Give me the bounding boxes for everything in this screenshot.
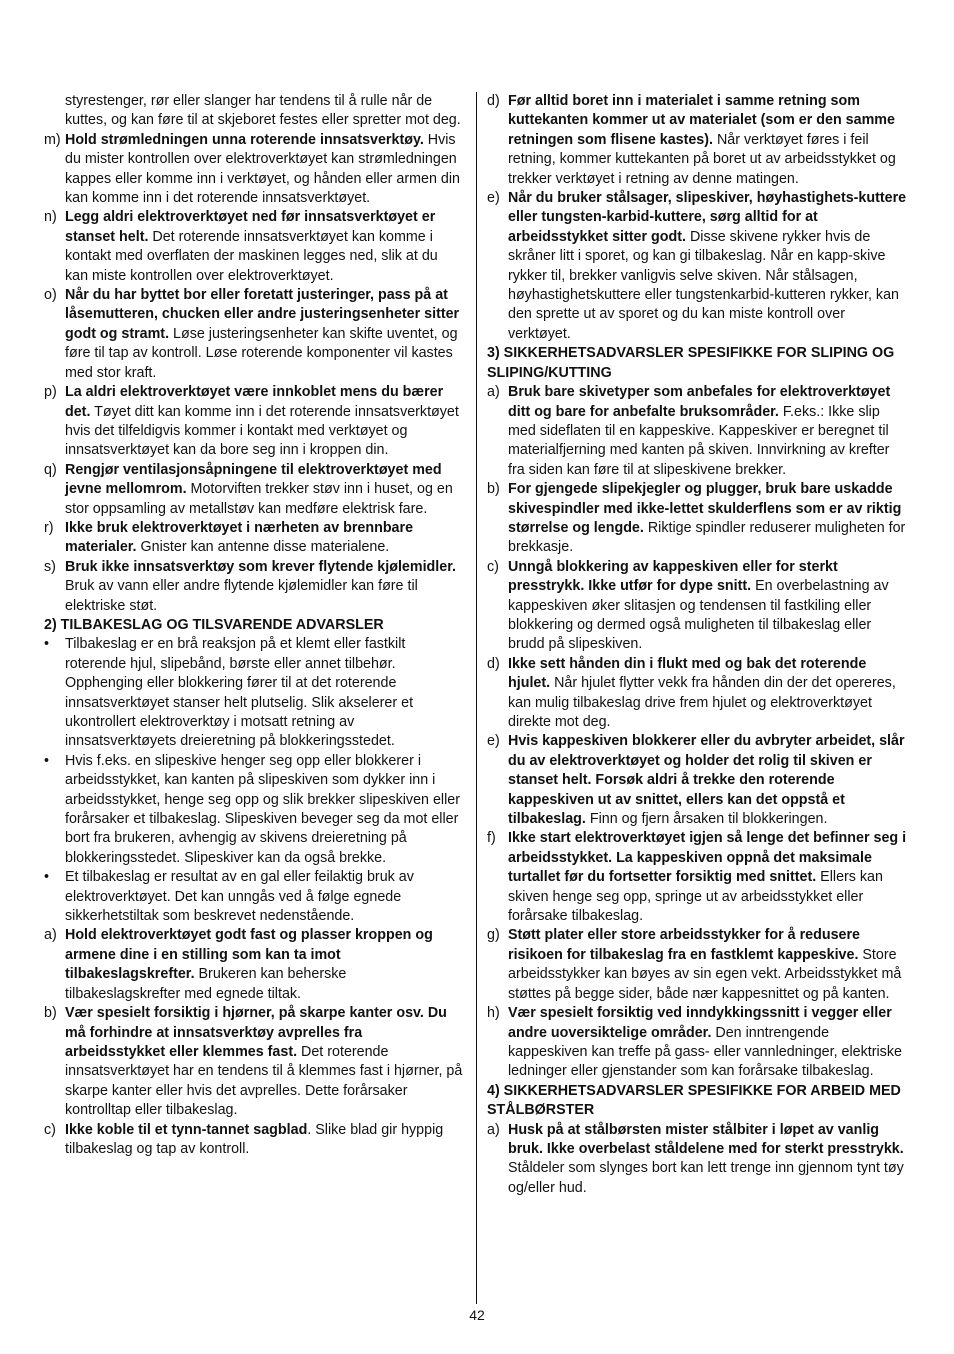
list-item — [44, 461, 464, 519]
list-marker: q) — [44, 461, 57, 478]
item-bold-text: Vær spesielt forsiktig ved inndykkingssnitt i vegger eller andre uoversiktelige områder. — [508, 1005, 892, 1041]
item-bold-text: Støtt plater eller store arbeidsstykker for å redusere risikoen for tilbakeslag fra en fastklemt kappeskive. — [508, 927, 861, 963]
list-marker: • — [44, 869, 50, 886]
list-item — [487, 926, 909, 1004]
list-item — [44, 868, 464, 926]
item-text: F.eks.: Ikke slip med sideflaten til en kappeskive. Kappeskiver er beregnet til materialfjerning med kanten på skiven. Innvirkning av krefter fra siden kan føre til at slipeskivene brekker. — [508, 403, 890, 478]
list-item — [44, 519, 464, 558]
item-text: Disse skivene rykker hvis de skråner litt i sporet, og kan gi tilbakeslag. Når en kapp-skive rykker til, brekker vanligvis selve skiven. Når stålsagen, høyhastighetskuttere eller tungstenkarbid-kutteren rykker, kan den sprette ut av sporet og du kan miste kontroll over verktøyet. — [508, 228, 899, 342]
list-item — [487, 732, 909, 829]
item-text: . Slike blad gir hyppig tilbakeslag og tap av kontroll. — [65, 1121, 444, 1157]
list-marker: • — [44, 752, 50, 769]
list-marker: c) — [44, 1121, 56, 1138]
item-text: Riktige spindler reduserer muligheten for brekkasje. — [508, 519, 906, 556]
item-text: Hvis f.eks. en slipeskive henger seg opp eller blokkerer i arbeidsstykket, kan kanten på slipeskiven som dykker inn i arbeidsstykket, henge seg opp og slik brekker slipeskiven eller forårsaker et tilbakeslag. Slipeskiven beveger seg da mot eller bort fra brukeren, avhengig av skivens dreieretning på blokkeringsstedet. Slipeskiver kan da også brekke. — [65, 752, 460, 866]
item-bold-text: Ikke start elektroverktøyet igjen så lenge det befinner seg i arbeidsstykket. La kappeskiven oppnå det maksimale turtallet før du fortsetter forsiktig med snittet. — [508, 830, 907, 886]
item-text: Et tilbakeslag er resultat av en gal eller feilaktig bruk av elektroverktøyet. Det kan unngås ved å følge egnede sikkerhetstiltak som beskrevet nedenstående. — [65, 869, 414, 925]
list-marker: d) — [487, 655, 500, 672]
list-marker: a) — [44, 927, 57, 944]
list-marker: b) — [487, 481, 500, 498]
item-bold-text: Bruk ikke innsatsverktøy som krever flytende kjølemidler. — [65, 558, 456, 575]
item-bold-text: Unngå blokkering av kappeskiven eller for sterkt presstrykk. Ikke utfør for dype snitt. — [508, 558, 838, 595]
item-text: Tilbakeslag er en brå reaksjon på et klemt eller fastkilt roterende hjul, slipebånd, børste eller annet tilbehør. Opphenging eller blokkering fører til at det roterende innsatsverktøyet stanser helt plutselig. Slik akselerer et ukontrollert elektroverktøy i motsatt retning av innsatsverktøyets dreieretning på blokkeringsstedet. — [65, 636, 414, 750]
item-text: Tøyet ditt kan komme inn i det roterende innsatsverktøyet hvis det tilfeldigvis kommer i kontakt med verktøyet og innsatsverktøyet kan da bore seg inn i kroppen din. — [65, 403, 459, 459]
section-heading: 3) SIKKERHETSADVARSLER SPESIFIKKE FOR SLIPING OG SLIPING/KUTTING — [487, 345, 895, 381]
item-bold-text: Når du har byttet bor eller foretatt justeringer, pass på at låsemutteren, chucken eller andre justeringsenheter sitter godt og stramt. — [65, 287, 460, 342]
list-marker: p) — [44, 384, 57, 401]
list-item — [487, 558, 909, 655]
column-divider — [476, 92, 477, 1304]
section-heading: 2) TILBAKESLAG OG TILSVARENDE ADVARSLER — [44, 616, 384, 633]
list-marker: o) — [44, 287, 57, 304]
list-item — [487, 1004, 909, 1082]
item-bold-text: Før alltid boret inn i materialet i samme retning som kuttekanten kommer ut av materialet (som er den samme retningen som flisene kastes). — [508, 93, 895, 148]
item-bold-text: Ikke sett hånden din i flukt med og bak det roterende hjulet. — [508, 655, 867, 692]
item-text: Ståldeler som slynges bort kan lett trenge inn gjennom tynt tøy og/eller hud. — [508, 1160, 904, 1196]
list-item — [44, 635, 464, 751]
item-bold-text: Husk på at stålbørsten mister stålbiter i løpet av vanlig bruk. Ikke overbelast ståldelene med for sterkt presstrykk. — [508, 1121, 904, 1157]
list-marker: b) — [44, 1005, 57, 1022]
item-text: Når verktøyet føres i feil retning, kommer kuttekanten på boret ut av arbeidsstykket og trekker verktøyet i retning av denne matingen. — [508, 131, 896, 187]
list-item — [44, 208, 464, 286]
item-bold-text: Ikke koble til et tynn-tannet sagblad — [65, 1121, 308, 1138]
list-marker: g) — [487, 927, 500, 944]
item-bold-text: Hvis kappeskiven blokkerer eller du avbryter arbeidet, slår du av elektroverktøyet og holder det rolig til skiven er stanset helt. Forsøk aldri å trekke den roterende kappeskiven ut av snittet, ellers kan det oppstå et tilbakeslag. — [508, 733, 905, 828]
list-item — [487, 655, 909, 733]
list-item — [44, 926, 464, 1004]
list-item — [487, 829, 909, 926]
list-marker: a) — [487, 1121, 500, 1138]
list-item — [487, 189, 909, 344]
list-marker: • — [44, 636, 50, 653]
list-marker: e) — [487, 733, 500, 750]
item-text: Løse justeringsenheter kan skifte uventet, og føre til tap av kontroll. Løse roterende komponenter vil kastes med stor kraft. — [65, 325, 458, 381]
item-text: Det roterende innsatsverktøyet kan komme i kontakt med overflaten der maskinen legges ned, slik at du kan miste kontrollen over elektroverktøyet. — [65, 228, 438, 284]
list-marker: n) — [44, 209, 57, 226]
list-item — [44, 752, 464, 868]
item-bold-text: Når du bruker stålsager, slipeskiver, høyhastighets-kuttere eller tungsten-karbid-kuttere, sørg alltid for at arbeidsstykket sitter godt. — [508, 190, 907, 245]
list-item — [487, 480, 909, 558]
item-text: En overbelastning av kappeskiven øker slitasjen og tendensen til fastkiling eller blokkering og dermed også muligheten til tilbakeslag eller brudd på slipeskiven. — [508, 578, 889, 653]
list-marker: d) — [487, 93, 500, 109]
list-item — [44, 286, 464, 383]
list-item — [44, 383, 464, 461]
list-marker: e) — [487, 190, 500, 207]
list-marker: c) — [487, 558, 499, 575]
list-item — [44, 1121, 464, 1160]
item-text: Gnister kan antenne disse materialene. — [136, 539, 390, 556]
right-column — [487, 92, 909, 1198]
list-item — [44, 1004, 464, 1120]
list-item — [487, 1121, 909, 1199]
list-marker: r) — [44, 519, 54, 536]
item-bold-text: Ikke bruk elektroverktøyet i nærheten av brennbare materialer. — [65, 519, 414, 556]
item-text: Den inntrengende kappeskiven kan treffe på gass- eller vannledninger, elektriske ledninger eller gjenstander som kan forårsake tilbakeslag. — [508, 1024, 902, 1080]
item-text: Finn og fjern årsaken til blokkeringen. — [585, 811, 828, 828]
left-column — [44, 92, 464, 1159]
item-bold-text: Hold elektroverktøyet godt fast og plasser kroppen og armene dine i en stilling som kan ta imot tilbakeslagskrefter. — [65, 927, 433, 983]
item-bold-text: Vær spesielt forsiktig i hjørner, på skarpe kanter osv. Du må forhindre at innsatsverktøy avprelles fra arbeidsstykket eller klemmes fast. — [65, 1005, 447, 1060]
item-bold-text: Rengjør ventilasjonsåpningene til elektroverktøyet med jevne mellomrom. — [65, 461, 442, 498]
section-heading: 4) SIKKERHETSADVARSLER SPESIFIKKE FOR ARBEID MED STÅLBØRSTER — [487, 1082, 901, 1119]
page-number: 42 — [469, 1307, 485, 1323]
list-marker: s) — [44, 558, 56, 575]
item-bold-text: For gjengede slipekjegler og plugger, bruk bare uskadde skivespindler med ikke-lettet skulderflens som er av riktig størrelse og lengde. — [508, 481, 902, 536]
list-item — [487, 92, 909, 189]
list-marker: h) — [487, 1005, 500, 1022]
item-bold-text: La aldri elektroverktøyet være innkoblet mens du bærer det. — [65, 384, 444, 420]
item-bold-text: Hold strømledningen unna roterende innsatsverktøy. — [65, 131, 424, 148]
item-bold-text: Legg aldri elektroverktøyet ned før innsatsverktøyet er stanset helt. — [65, 209, 436, 245]
item-text: Når hjulet flytter vekk fra hånden din der det opereres, kan mulig tilbakeslag drive frem hjulet og elektroverktøyet direkte mot deg. — [508, 675, 896, 730]
list-marker: f) — [487, 830, 496, 847]
list-marker: m) — [44, 131, 61, 148]
item-text: Det roterende innsatsverktøyet har en tendens til å klemmes fast i hjørner, på skarpe kanter eller hvis det avprelles. Dette forårsaker kontrolltap eller tilbakeslag. — [65, 1043, 463, 1119]
item-bold-text: Bruk bare skivetyper som anbefales for elektroverktøyet ditt og bare for anbefalte bruksområder. — [508, 384, 891, 420]
item-text: Ellers kan skiven henge seg opp, springe ut av arbeidsstykket eller forårsake tilbakeslag. — [508, 869, 883, 925]
item-text: Motorviften trekker støv inn i huset, og en stor oppsamling av metallstøv kan medføre elektrisk fare. — [65, 481, 453, 517]
item-text: Store arbeidsstykker kan bøyes av sin egen vekt. Arbeidsstykket må støttes på begge sider, både nær kappesnittet og på kanten. — [508, 946, 902, 1002]
list-item — [44, 131, 464, 209]
item-text: Bruk av vann eller andre flytende kjølemidler kan føre til elektriske støt. — [65, 578, 418, 614]
paragraph-continuation: styrestenger, rør eller slanger har tendens til å rulle når de kuttes, og kan føre til at skjeboret festes eller spretter mot deg. — [65, 93, 461, 129]
list-item — [487, 383, 909, 480]
item-text: Brukeren kan beherske tilbakeslagskrefter med egnede tiltak. — [65, 966, 347, 1002]
list-item — [44, 558, 464, 616]
list-marker: a) — [487, 384, 500, 401]
item-text: Hvis du mister kontrollen over elektroverktøyet kan strømledningen kappes eller komme inn i verktøyet, og hånden eller armen din kan komme inn i det roterende innsatsverktøyet. — [65, 131, 460, 207]
